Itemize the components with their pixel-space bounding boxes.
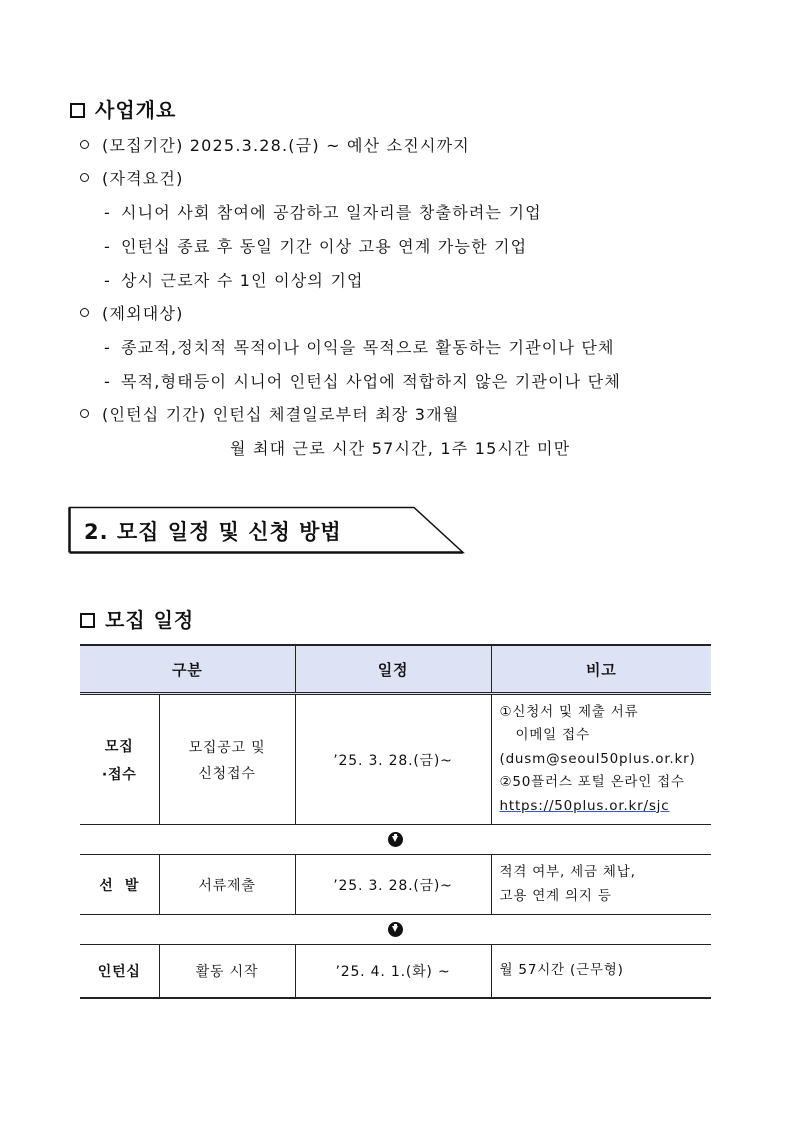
schedule-table xyxy=(80,644,711,999)
header-remarks: 비고 xyxy=(491,645,711,694)
section2-banner xyxy=(68,506,465,554)
circle-bullet-icon xyxy=(80,140,89,149)
eligibility-sub-1: - 시니어 사회 참여에 공감하고 일자리를 창출하려는 기업 xyxy=(104,203,542,222)
eligibility-item: (자격요건) xyxy=(80,166,184,189)
table-header-row xyxy=(80,645,711,694)
task-cell: 서류제출 xyxy=(159,855,295,915)
date-cell: ’25. 3. 28.(금)~ xyxy=(295,855,491,915)
down-arrow-circle-icon xyxy=(388,832,403,847)
circle-bullet-icon xyxy=(80,409,89,418)
eligibility-sub-2: - 인턴십 종료 후 동일 기간 이상 고용 연계 가능한 기업 xyxy=(104,237,528,256)
circle-bullet-icon xyxy=(80,173,89,182)
internship-period-item: (인턴십 기간) 인턴십 체결일로부터 최장 3개월 xyxy=(80,402,460,425)
section2-title: 2. 모집 일정 및 신청 방법 xyxy=(84,520,342,544)
exclusion-sub-2: - 목적,형태등이 시니어 인턴십 사업에 적합하지 않은 기관이나 단체 xyxy=(104,372,621,391)
overview-title: 사업개요 xyxy=(95,98,177,122)
exclusion-sub-1: - 종교적,정치적 목적이나 이익을 목적으로 활동하는 기관이나 단체 xyxy=(104,338,615,357)
recruit-period-item: (모집기간) 2025.3.28.(금) ~ 예산 소진시까지 xyxy=(80,133,470,156)
table-row xyxy=(80,945,711,999)
eligibility-sub-3: - 상시 근로자 수 1인 이상의 기업 xyxy=(104,271,364,290)
arrow-row xyxy=(80,915,711,945)
circle-bullet-icon xyxy=(80,308,89,317)
remarks-cell: 적격 여부, 세금 체납, 고용 연계 의지 등 xyxy=(491,855,711,915)
header-schedule: 일정 xyxy=(295,645,491,694)
table-row xyxy=(80,694,711,825)
exclusion-item: (제외대상) xyxy=(80,301,184,324)
date-cell: ’25. 4. 1.(화) ~ xyxy=(295,945,491,999)
task-cell: 모집공고 및 신청접수 xyxy=(159,694,295,825)
remarks-cell: 월 57시간 (근무형) xyxy=(491,945,711,999)
schedule-heading xyxy=(80,604,194,633)
stage-cell: 선 발 xyxy=(80,855,159,915)
schedule-title: 모집 일정 xyxy=(105,608,195,632)
header-category: 구분 xyxy=(80,645,295,694)
arrow-row xyxy=(80,825,711,855)
square-checkbox-icon xyxy=(80,613,95,628)
down-arrow-circle-icon xyxy=(388,922,403,937)
remarks-cell: ①신청서 및 제출 서류 이메일 접수 (dusm@seoul50plus.or.kr) ②50플러스 포털 온라인 접수 https://50plus.or.kr/sjc xyxy=(491,694,711,825)
portal-link[interactable]: https://50plus.or.kr/sjc xyxy=(499,797,670,814)
stage-cell: 모집 ·접수 xyxy=(80,694,159,825)
overview-heading xyxy=(70,94,176,123)
stage-cell: 인턴십 xyxy=(80,945,159,999)
internship-hours-note: 월 최대 근로 시간 57시간, 1주 15시간 미만 xyxy=(230,439,571,458)
task-cell: 활동 시작 xyxy=(159,945,295,999)
square-checkbox-icon xyxy=(70,103,85,118)
date-cell: ’25. 3. 28.(금)~ xyxy=(295,694,491,825)
table-row xyxy=(80,855,711,915)
